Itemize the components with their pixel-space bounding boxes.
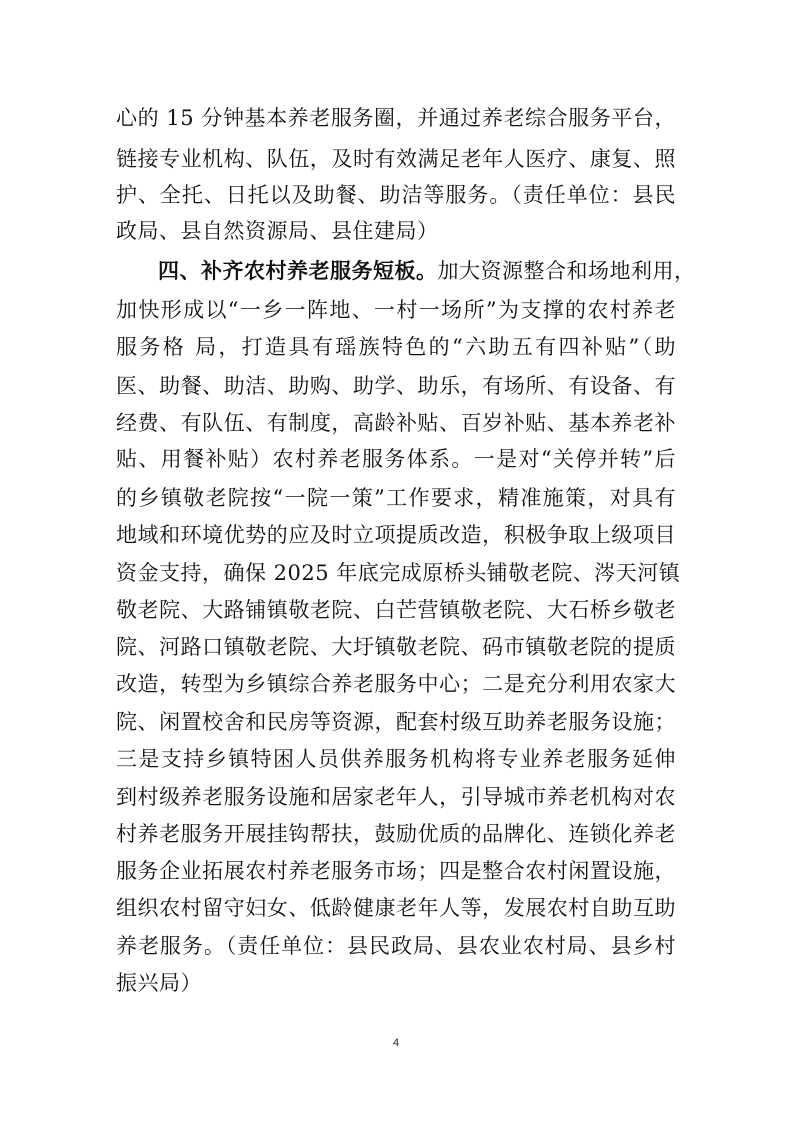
body-text-line: 三是支持乡镇特困人员供养服务机构将专业养老服务延伸 bbox=[116, 747, 676, 771]
body-text-line: 组织农村留守妇女、低龄健康老年人等，发展农村自助互助 bbox=[116, 896, 676, 920]
body-text-line: 政局、县自然资源局、县住建局） bbox=[116, 219, 439, 243]
body-text-line: 地域和环境优势的应及时立项提质改造，积极争取上级项目 bbox=[116, 523, 676, 547]
body-text-line: 院、闲置校舍和民房等资源，配套村级互助养老服务设施； bbox=[116, 710, 676, 734]
body-text-line: 心的 15 分钟基本养老服务圈，并通过养老综合服务平台， bbox=[116, 106, 676, 130]
body-text-line: 资金支持，确保 2025 年底完成原桥头铺敬老院、涔天河镇 bbox=[116, 561, 681, 585]
body-text-line: 敬老院、大路铺镇敬老院、白芒营镇敬老院、大石桥乡敬老 bbox=[116, 598, 676, 622]
section-first-line bbox=[158, 253, 696, 289]
body-text-line: 服务企业拓展农村养老服务市场；四是整合农村闲置设施， bbox=[116, 859, 676, 883]
body-text-line: 到村级养老服务设施和居家老年人，引导城市养老机构对农 bbox=[116, 785, 676, 809]
section-heading: 四、补齐农村养老服务短板。 bbox=[158, 259, 438, 283]
body-text-line: 院、河路口镇敬老院、大圩镇敬老院、码市镇敬老院的提质 bbox=[116, 635, 676, 659]
body-text-line: 村养老服务开展挂钩帮扶，鼓励优质的品牌化、连锁化养老 bbox=[116, 822, 676, 846]
body-text-line: 养老服务。（责任单位：县民政局、县农业农村局、县乡村 bbox=[116, 934, 676, 958]
body-text-line: 链接专业机构、队伍，及时有效满足老年人医疗、康复、照 bbox=[116, 147, 676, 171]
body-text-line: 贴、用餐补贴）农村养老服务体系。一是对“关停并转”后 bbox=[116, 447, 676, 471]
body-text-line: 护、全托、日托以及助餐、助洁等服务。（责任单位：县民 bbox=[116, 183, 676, 207]
body-text-line: 改造，转型为乡镇综合养老服务中心；二是充分利用农家大 bbox=[116, 672, 676, 696]
body-text-line: 经费、有队伍、有制度，高龄补贴、百岁补贴、基本养老补 bbox=[116, 411, 676, 435]
body-text-line: 振兴局） bbox=[116, 971, 202, 995]
body-text-line: 医、助餐、助洁、助购、助学、助乐，有场所、有设备、有 bbox=[116, 374, 676, 398]
body-text-line: 服务格 局，打造具有瑶族特色的“六助五有四补贴”（助 bbox=[116, 335, 676, 359]
body-text-line: 加快形成以“一乡一阵地、一村一场所”为支撑的农村养老 bbox=[116, 298, 676, 322]
section-first-line-text: 加大资源整合和场地利用， bbox=[437, 259, 696, 283]
page-number: 4 bbox=[392, 1037, 400, 1049]
body-text-line: 的乡镇敬老院按“一院一策”工作要求，精准施策，对具有 bbox=[116, 486, 676, 510]
